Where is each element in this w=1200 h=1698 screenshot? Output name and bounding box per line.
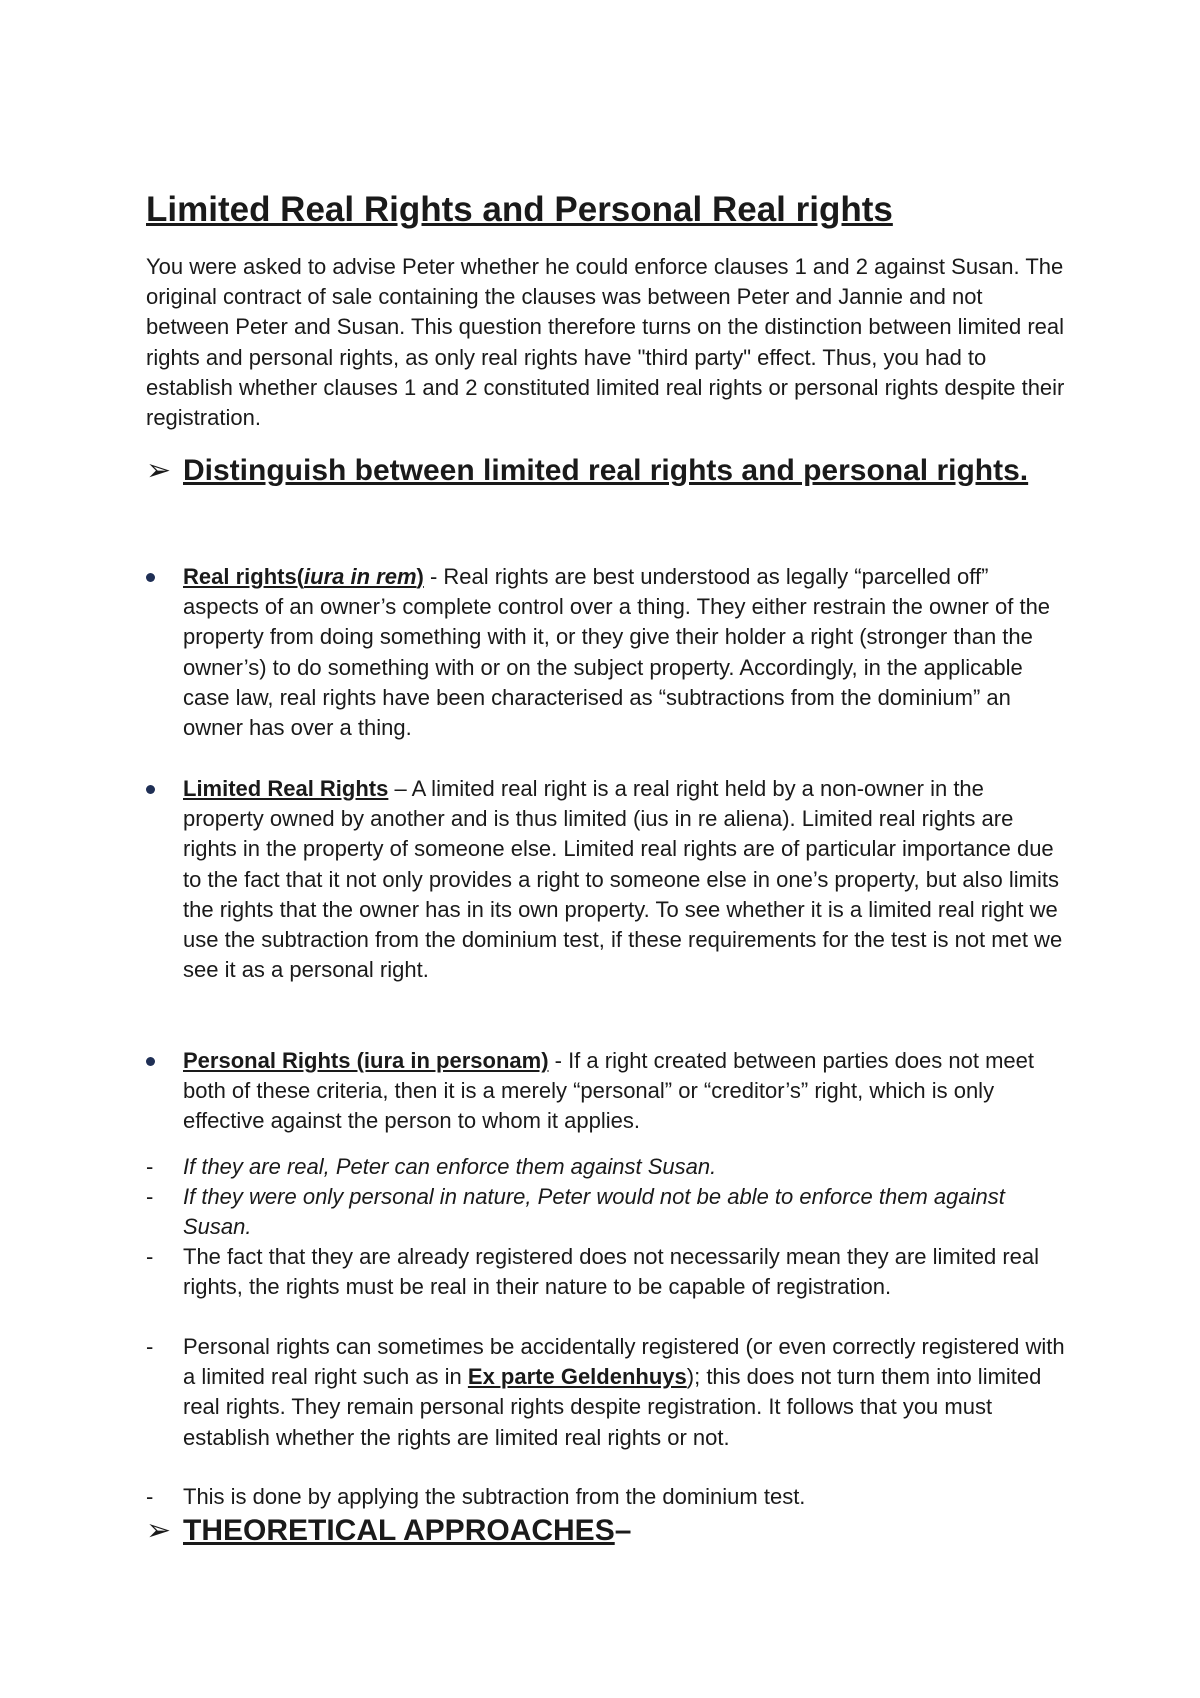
list-item-real-rights [146,562,1066,743]
dash-item-2: - If they were only personal in nature, Peter would not be able to enforce them against Susan. [146,1184,1005,1240]
heading-dash: – [614,1514,632,1547]
definition-limited-real-rights: – A limited real right is a real right held by a non-owner in the property owned by another and is thus limited (ius in re aliena). Limited real rights are rights in the property of someone else. Limited real rights are of particular importance due to the fact that it not only provides a right to someone else in one’s property, but also limits the rights that the owner has in its own property. To see whether it is a limited real right we use the subtraction from the dominium test, if these requirements for the test is not met we see it as a personal right. [183,776,1063,983]
bullet-dot-icon [146,785,155,794]
section-heading-distinguish [146,450,1066,492]
dash-item-5: - This is done by applying the subtraction from the dominium test. [146,1482,1066,1512]
term-limited-real-rights: Limited Real Rights [183,776,389,801]
list-item-personal-rights [146,1046,1066,1137]
dash-marker: - [146,1244,154,1269]
dash-item-3: - The fact that they are already registered does not necessarily mean they are limited real rights, the rights must be real in their nature to be capable of registration. [146,1244,1040,1300]
dash-marker: - [146,1334,154,1359]
page-title: Limited Real Rights and Personal Real rights [146,190,893,229]
section-heading-text: THEORETICAL APPROACHES [183,1514,615,1547]
bullet-dot-icon [146,1057,155,1066]
list-item-limited-real-rights [146,774,1066,985]
section-heading-theoretical-approaches [146,1510,1066,1552]
dash-item-4: - Personal rights can sometimes be accidentally registered (or even correctly registered with a limited real right such as in Ex parte Geldenhuys); this does not turn them into limited real rights. They remain personal rights despite registration. It follows that you must establish whether the rights are limited real rights or not. [146,1334,1065,1450]
definition-personal-rights: - If a right created between parties does not meet both of these criteria, then it is a merely “personal” or “creditor’s” right, which is only effective against the person to whom it applies. [183,1048,1035,1134]
dash-marker: - [146,1154,154,1179]
definition-real-rights: - Real rights are best understood as legally “parcelled off” aspects of an owner’s complete control over a thing. They either restrain the owner of the property from doing something with it, or they give their holder a right (stronger than the owner’s) to do something with or on the subject property. Accordingly, in the applicable case law, real rights have been characterised as “subtractions from the dominium” an owner has over a thing. [183,564,1051,741]
dash-marker: - [146,1184,154,1209]
dash-item-1: - If they are real, Peter can enforce them against Susan. [146,1152,1066,1182]
dash-marker: - [146,1484,154,1509]
case-name-ex-parte-geldenhuys: Ex parte Geldenhuys [467,1364,687,1390]
term-real-rights: Real rights(iura in rem) [183,564,424,589]
arrow-bullet-icon: ➢ [146,1514,172,1547]
section-heading-text: Distinguish between limited real rights and personal rights. [183,454,1029,487]
term-personal-rights: Personal Rights (iura in personam) [183,1048,549,1073]
bullet-dot-icon [146,573,155,582]
arrow-bullet-icon: ➢ [146,454,172,487]
intro-paragraph: You were asked to advise Peter whether he could enforce clauses 1 and 2 against Susan. The original contract of sale containing the clauses was between Peter and Jannie and not between Peter and Susan. This question therefore turns on the distinction between limited real rights and personal rights, as only real rights have "third party" effect. Thus, you had to establish whether clauses 1 and 2 constituted limited real rights or personal rights despite their registration. [146,254,1065,431]
